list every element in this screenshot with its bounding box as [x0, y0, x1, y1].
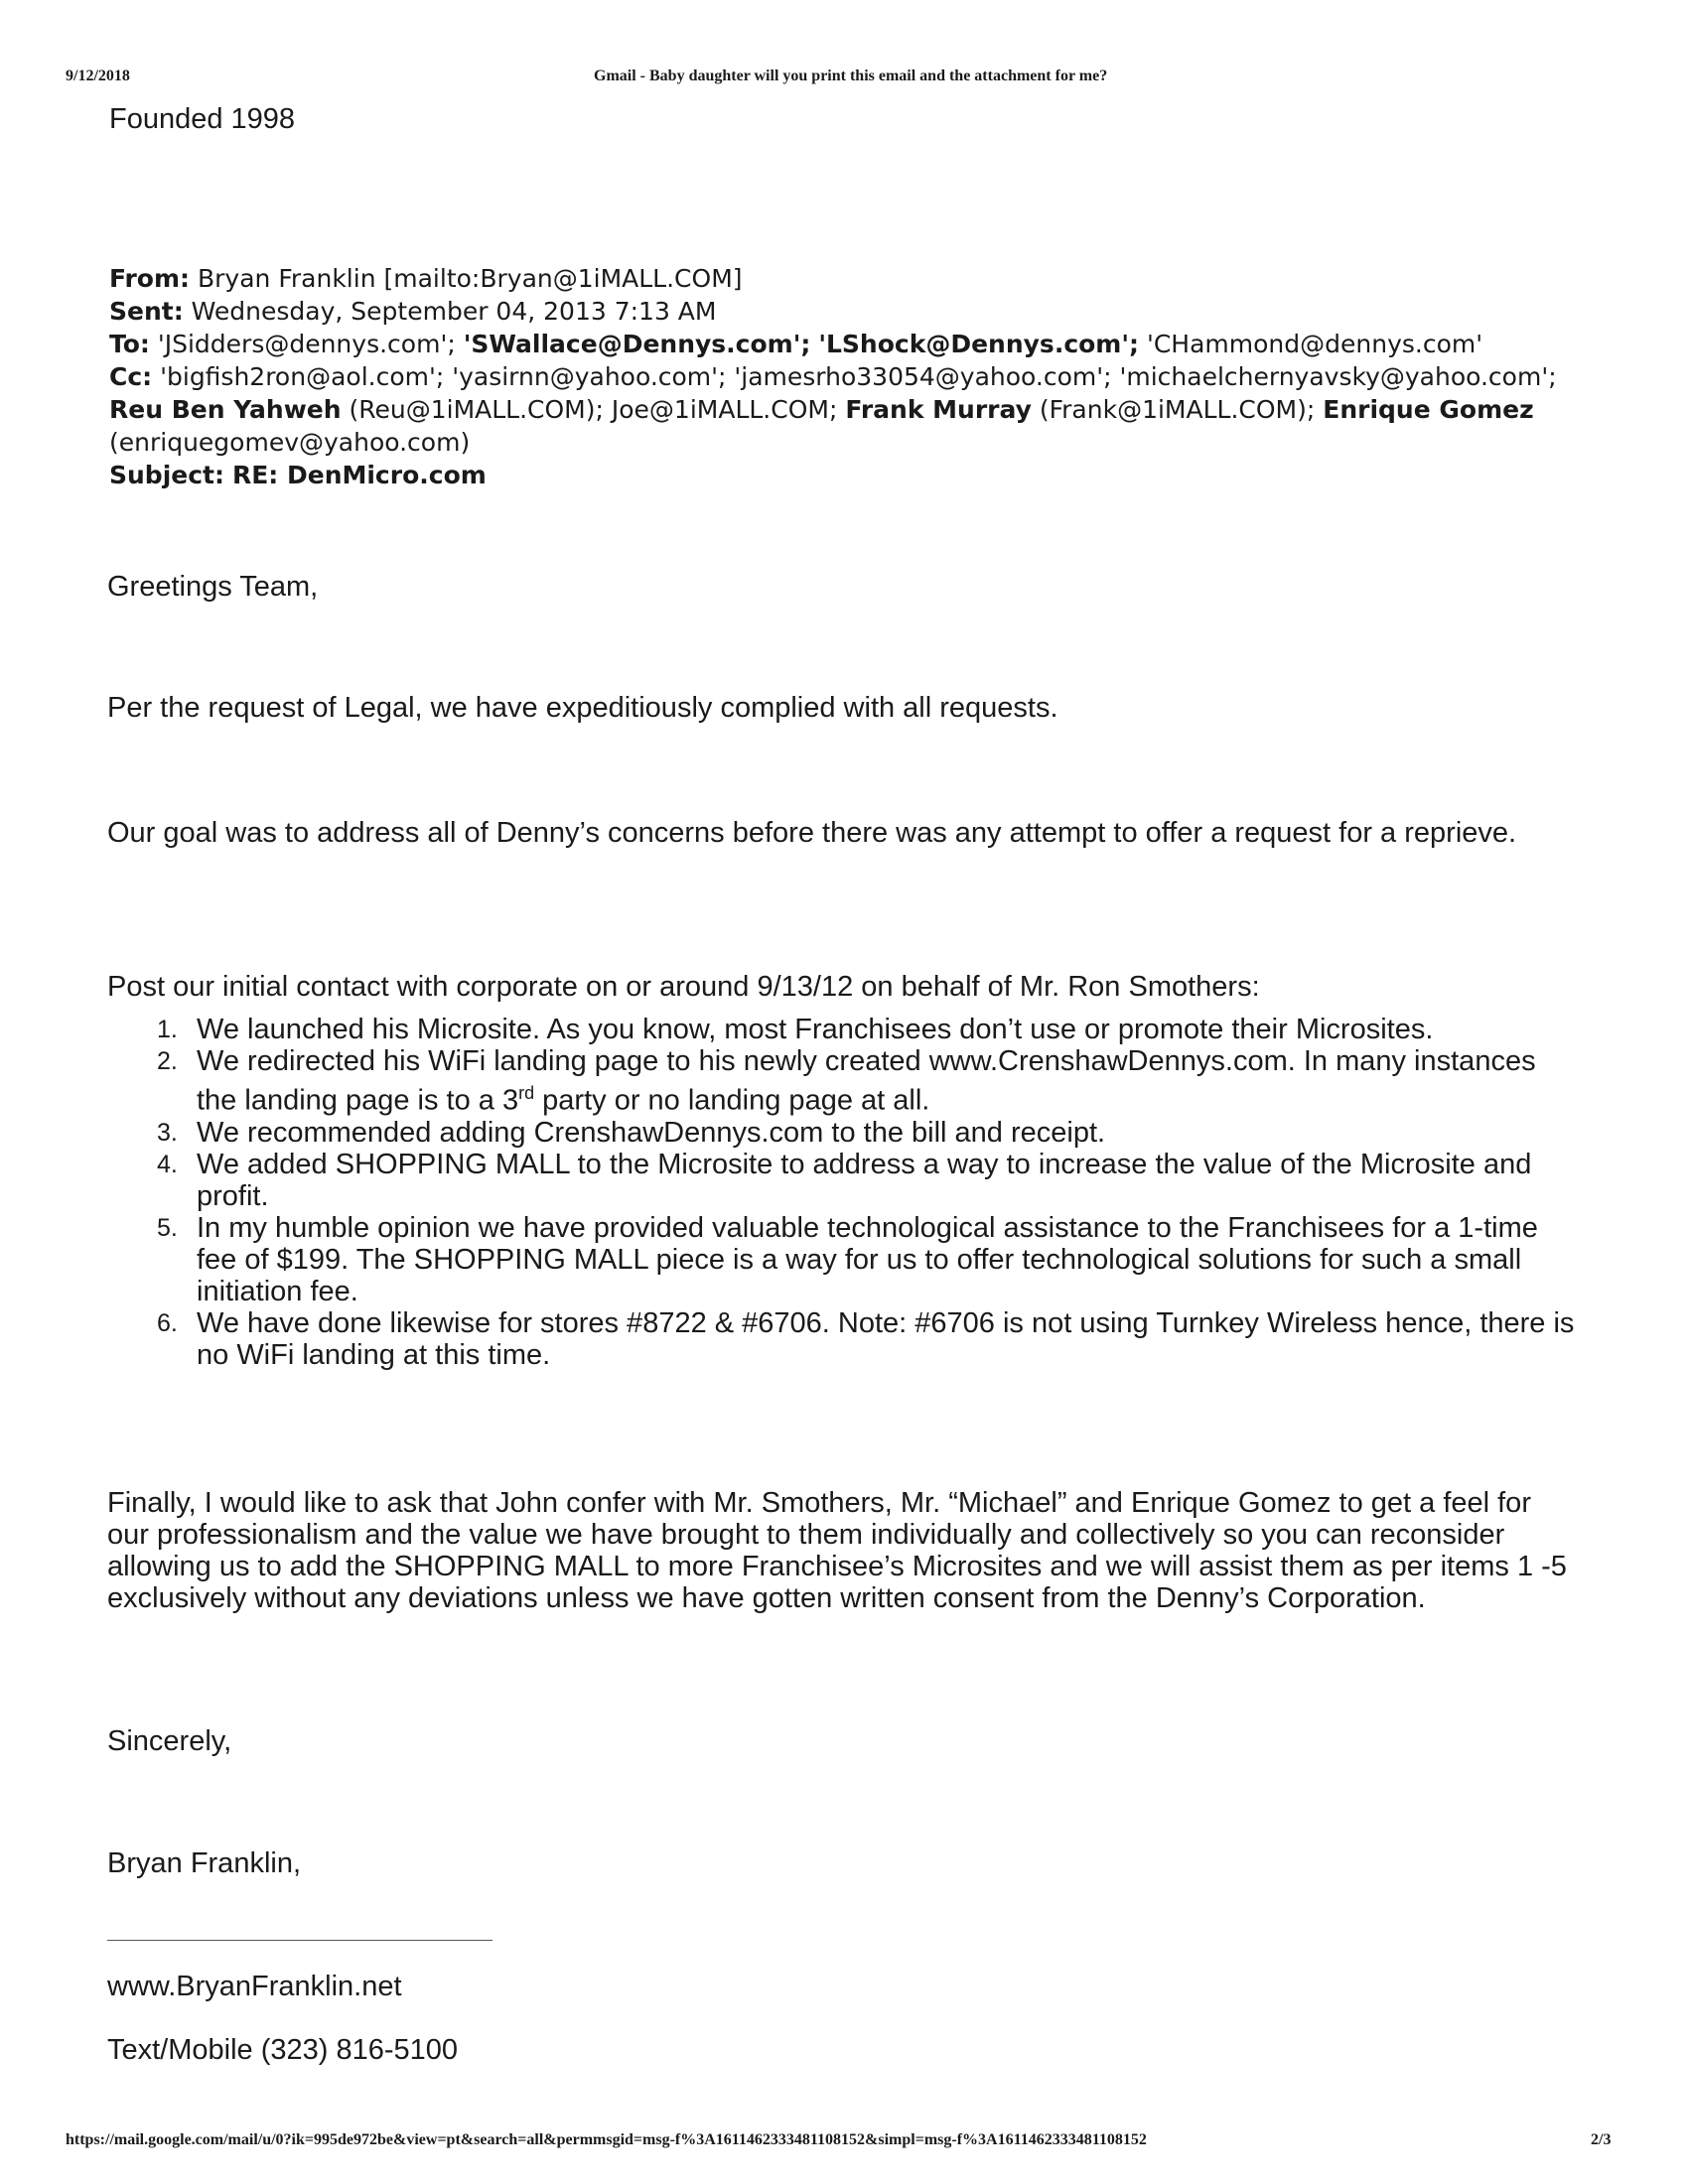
list-number: 1. — [157, 1016, 178, 1043]
to-label: To: — [109, 330, 150, 358]
print-header — [0, 68, 1688, 91]
list-text: We have done likewise for stores #8722 & #6706. Note: #6706 is not using Turnkey Wireless hence, there is no WiFi landing at this time. — [197, 1306, 1575, 1371]
list-number: 4. — [157, 1150, 178, 1178]
list-number: 5. — [157, 1213, 178, 1242]
email-headers — [109, 262, 1579, 491]
cc-name: Frank Murray — [845, 395, 1032, 424]
list-text: We launched his Microsite. As you know, most Franchisees don’t use or promote their Microsites. — [197, 1014, 1434, 1045]
cc-name: Enrique Gomez — [1323, 395, 1534, 424]
cc-address: (enriquegomev@yahoo.com) — [109, 428, 471, 457]
from-label: From: — [109, 264, 191, 293]
list-text: We recommended adding CrenshawDennys.com to the bill and receipt. — [197, 1116, 1106, 1149]
list-number: 6. — [157, 1308, 178, 1337]
cc-label: Cc: — [109, 362, 153, 391]
subject-label: Subject: — [109, 461, 224, 489]
founded-text: Founded 1998 — [109, 103, 296, 135]
cc-name: Reu Ben Yahweh — [109, 395, 342, 424]
subject-line — [109, 459, 1579, 491]
to-recipient: 'JSidders@dennys.com'; — [157, 330, 456, 358]
cc-line-2 — [109, 393, 1579, 426]
cc-recipients: 'bigfish2ron@aol.com'; 'yasirnn@yahoo.com'; 'jamesrho33054@yahoo.com'; 'michaelchernyavsky@yahoo.com'; — [160, 362, 1557, 391]
cc-line-3 — [109, 426, 1579, 459]
list-item — [157, 1014, 1579, 1045]
action-list — [157, 1014, 1579, 1371]
list-item — [157, 1045, 1579, 1117]
print-footer — [0, 2131, 1688, 2155]
paragraph-legal: Per the request of Legal, we have expeditiously complied with all requests. — [107, 692, 1058, 724]
to-recipient: 'LShock@Dennys.com'; — [818, 330, 1140, 358]
print-title: Gmail - Baby daughter will you print this email and the attachment for me? — [594, 68, 1108, 84]
paragraph-goal: Our goal was to address all of Denny’s concerns before there was any attempt to offer a request for a reprieve. — [107, 817, 1517, 849]
from-address: [mailto:Bryan@1iMALL.COM] — [383, 264, 743, 293]
paragraph-post: Post our initial contact with corporate on or around 9/13/12 on behalf of Mr. Ron Smothers: — [107, 971, 1260, 1003]
from-name: Bryan Franklin — [197, 264, 376, 293]
phone-number: Text/Mobile (323) 816-5100 — [107, 2034, 459, 2066]
closing: Sincerely, — [107, 1725, 232, 1757]
print-date: 9/12/2018 — [66, 68, 130, 84]
list-text-part: We redirected his WiFi landing page to his newly created www.CrenshawDennys.com. In many instances the landing page is to a 3 — [197, 1045, 1536, 1117]
list-text — [189, 1045, 1579, 1117]
to-recipient: 'SWallace@Dennys.com'; — [463, 330, 811, 358]
cc-line — [109, 360, 1579, 393]
cc-address: (Frank@1iMALL.COM); — [1039, 395, 1316, 424]
signature-name: Bryan Franklin, — [107, 1847, 302, 1879]
list-item — [157, 1116, 1579, 1149]
sent-line — [109, 295, 1579, 328]
signature-divider — [107, 1940, 492, 1941]
list-text: We added SHOPPING MALL to the Microsite to address a way to increase the value of the Microsite and profit. — [197, 1148, 1532, 1212]
paragraph-finally: Finally, I would like to ask that John confer with Mr. Smothers, Mr. “Michael” and Enrique Gomez to get a feel for our professionalism and the value we have brought to them individually and collectively so you can reconsider allowing us to add the SHOPPING MALL to more Franchisee’s Microsites and we will assist them as per items 1 -5 exclusively without any deviations unless we have gotten written consent from the Denny’s Corporation. — [107, 1487, 1567, 1614]
greeting: Greetings Team, — [107, 571, 319, 603]
page-number: 2/3 — [1591, 2131, 1612, 2148]
superscript: rd — [518, 1083, 535, 1103]
list-text-part: party or no landing page at all. — [534, 1084, 930, 1117]
list-text: In my humble opinion we have provided valuable technological assistance to the Franchisees for a 1-time fee of $199. The SHOPPING MALL piece is a way for us to offer technological solutions for such a small initiation fee. — [197, 1211, 1538, 1307]
sent-label: Sent: — [109, 297, 184, 326]
list-number: 3. — [157, 1118, 178, 1147]
to-recipient: 'CHammond@dennys.com' — [1146, 330, 1483, 358]
cc-address: (Reu@1iMALL.COM); Joe@1iMALL.COM; — [349, 395, 838, 424]
list-item — [157, 1306, 1579, 1371]
footer-url: https://mail.google.com/mail/u/0?ik=995de972be&view=pt&search=all&permmsgid=msg-f%3A1611462333481108152&simpl=msg-f%3A1611462333481108152 — [66, 2131, 1147, 2148]
website-link[interactable]: www.BryanFranklin.net — [107, 1971, 402, 2002]
to-line — [109, 328, 1579, 360]
list-number: 2. — [157, 1047, 178, 1075]
list-item — [157, 1148, 1579, 1212]
list-item — [157, 1211, 1579, 1307]
from-line — [109, 262, 1579, 295]
subject-value: RE: DenMicro.com — [231, 461, 487, 489]
sent-value: Wednesday, September 04, 2013 7:13 AM — [191, 297, 717, 326]
